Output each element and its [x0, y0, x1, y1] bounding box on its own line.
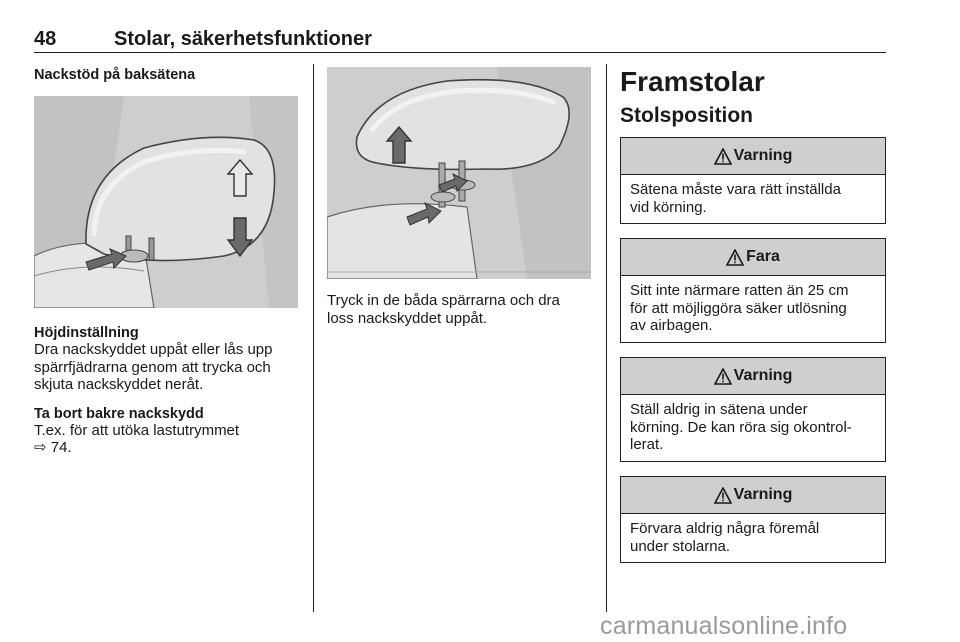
page-reference-link[interactable]: ⇨ 74.: [34, 439, 72, 456]
column-divider-1: [313, 64, 314, 612]
danger-header: [621, 239, 885, 276]
remove-headrest-heading: Ta bort bakre nackskydd: [34, 405, 204, 422]
height-adjustment-heading: Höjdinställning: [34, 325, 139, 341]
seat-position-subtitle: Stolsposition: [620, 104, 753, 127]
danger-text: Sitt inte närmare ratten än 25 cm för att möjliggöra säker utlösning av airbagen.: [630, 282, 849, 334]
column-rear-headrests: [34, 64, 300, 457]
warning-triangle-icon: [726, 249, 744, 266]
warning-box: [620, 476, 886, 563]
warning-label: Varning: [733, 486, 793, 503]
page-number: 48: [34, 28, 57, 50]
danger-label: Fara: [746, 248, 780, 265]
warning-triangle-icon: [714, 487, 732, 504]
headrest-removal-caption: Tryck in de båda spärrarna och dra loss nackskyddet uppåt.: [327, 292, 560, 327]
warning-text: Förvara aldrig några föremål under stolarna.: [630, 520, 820, 555]
section-title: Stolar, säkerhetsfunktioner: [114, 28, 372, 50]
warning-triangle-icon: [714, 368, 732, 385]
danger-box: [620, 238, 886, 343]
warning-triangle-icon: [714, 148, 732, 165]
remove-headrest-text: T.ex. för att utöka lastutrymmet ⇨ 74.: [34, 421, 240, 456]
warning-label: Varning: [733, 367, 793, 384]
rear-headrest-illustration: [34, 96, 298, 308]
warning-text: Sätena måste vara rätt inställda vid körning.: [630, 181, 841, 216]
warning-box: [620, 137, 886, 224]
warning-header: [621, 477, 885, 514]
warning-text: Ställ aldrig in sätena under körning. De kan röra sig okontrol- lerat.: [630, 401, 852, 453]
warning-label: Varning: [733, 147, 793, 164]
headrest-removal-illustration: [327, 67, 591, 279]
front-seats-title: Framstolar: [620, 66, 765, 97]
column-headrest-removal: [327, 64, 593, 327]
page-header: [34, 26, 886, 53]
warning-header: [621, 138, 885, 175]
warning-box: [620, 357, 886, 462]
page-reference-icon: ⇨: [34, 439, 47, 456]
height-adjustment-text: Dra nackskyddet uppåt eller lås upp spärrfjädrarna genom att trycka och skjuta nackskyddet neråt.: [34, 341, 273, 393]
column-divider-2: [606, 64, 607, 612]
watermark: carmanualsonline.info: [600, 612, 848, 640]
column-front-seats: [620, 66, 886, 129]
rear-headrest-heading: Nackstöd på baksätena: [34, 67, 196, 83]
warning-header: [621, 358, 885, 395]
